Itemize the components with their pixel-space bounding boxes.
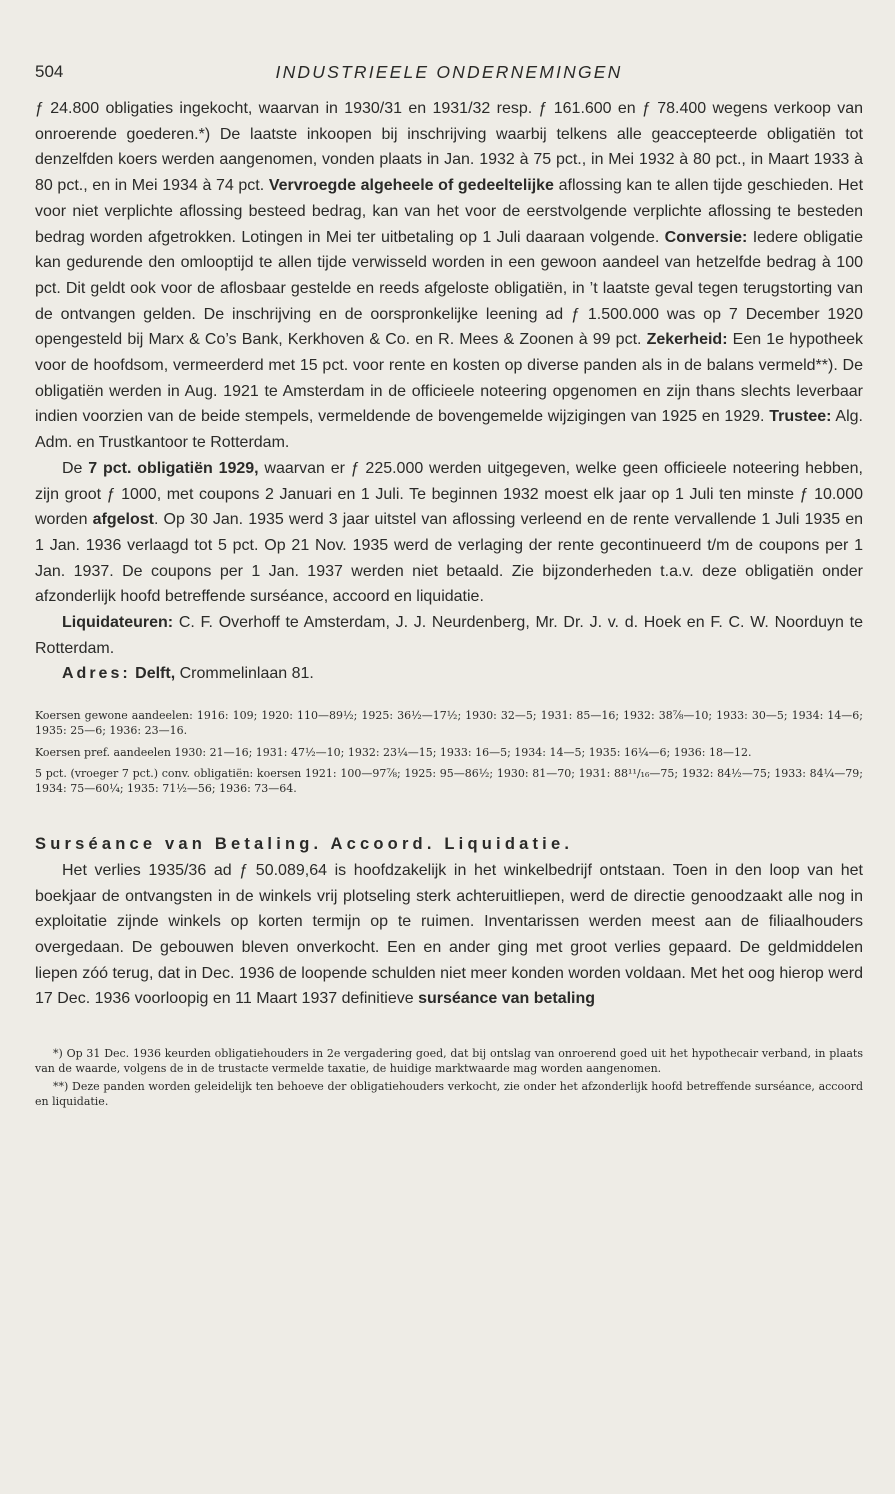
text-run: Iedere obligatie kan gedurende den omlooptijd te allen tijde verwisseld worden in een gewoon aandeel van hetzelfde bedrag à 100 pct. Dit geldt ook voor de aflosbaar gestelde en reeds afgeloste obligatiën, in ’t laatste geval tegen terugstorting van de ontvangen gelden. De inschrijving en de oorspronkelijke leening ad ƒ 1.500.000 was op 7 December 1920 opengesteld bij Marx & Co’s Bank, Kerkhoven & Co. en R. Mees & Zoonen à 99 pct.	[35, 228, 863, 349]
text-run: Alg. Adm. en Trustkantoor te Rotterdam.	[35, 408, 863, 452]
text-run: C. F. Overhoff te Amsterdam, J. J. Neurdenberg, Mr. Dr. J. v. d. Hoek en F. C. W. Noorduyn te Rotterdam.	[35, 614, 863, 657]
page-header	[35, 62, 863, 88]
footnotes	[35, 1046, 863, 1109]
text-run: waarvan er ƒ 225.000 werden uitgegeven, welke geen officieele noteering hebben, zijn groot ƒ 1000, met coupons 2 Januari en 1 Juli. Te beginnen 1932 moest elk jaar op 1 Juli ten minste ƒ 10.000 worden	[35, 459, 863, 529]
bold-term-delft: Delft,	[130, 665, 176, 683]
bold-term-conversie: Conversie:	[664, 228, 748, 246]
text-run: De	[62, 459, 89, 477]
paragraph-verlies	[35, 858, 863, 1012]
text-run: . Op 30 Jan. 1935 werd 3 jaar uitstel van aflossing verleend en de rente vervallende 1 Juli 1935 en 1 Jan. 1936 verlaagd tot 5 pct. Op 21 Nov. 1935 werd de verlaging der rente gecontinueerd t/m de coupons per 1 Jan. 1937. De coupons per 1 Jan. 1937 werden niet betaald. Zie bijzonderheden t.a.v. deze obligatiën onder afzonderlijk hoofd betreffende surséance, accoord en liquidatie.	[35, 511, 863, 606]
section-surseance	[35, 832, 863, 1012]
main-text	[35, 96, 863, 687]
running-title: INDUSTRIEELE ONDERNEMINGEN	[275, 62, 623, 82]
text-run: aflossing kan te allen tijde geschieden. Het voor niet verplichte aflossing besteed bedrag, kan van het voor de eerstvolgende verplichte aflossing te besteden bedrag worden afgetrokken. Lotingen in Mei ter uitbetaling op 1 Juli daaraan volgende.	[35, 177, 864, 246]
section-title: Surséance van Betaling. Accoord. Liquidatie.	[35, 835, 574, 854]
bold-term-afgelost: afgelost	[92, 511, 154, 529]
text-run: Het verlies 1935/36 ad ƒ 50.089,64 is hoofdzakelijk in het winkelbedrijf ontstaan. Toen in den loop van het boekjaar de ontvangsten in de winkels vrij plotseling sterk achteruitliepen, werd de directie genoodzaakt alle nog in exploitatie zijnde winkels op korten termijn op te ruimen. Inventarissen werden meest aan de filiaalhouders overgedaan. De gebouwen bleven onverkocht. Een en ander ging met groot verlies gepaard. De geldmiddelen liepen zóó terug, dat in Dec. 1936 de loopende schulden niet meer konden worden voldaan. Met het oog hierop werd 17 Dec. 1936 voorloopig en 11 Maart 1937 definitieve	[35, 861, 863, 1008]
paragraph-obligaties-1929	[35, 456, 863, 610]
text-run: Crommelinlaan 81.	[175, 665, 314, 683]
bold-term-trustee: Trustee:	[769, 408, 832, 426]
price-line-obligaties: 5 pct. (vroeger 7 pct.) conv. obligatiën: koersen 1921: 100—97⅞; 1925: 95—86½; 1930: 81—70; 1931: 88¹¹/₁₆—75; 1932: 84½—75; 1933: 84¼—79; 1934: 75—60¼; 1935: 71½—56; 1936: 73—64.	[35, 766, 863, 795]
price-line-gewone: Koersen gewone aandeelen: 1916: 109; 1920: 110—89½; 1925: 36½—17½; 1930: 32—5; 1931: 85—16; 1932: 38⅞—10; 1933: 30—5; 1934: 14—6; 1935: 25—6; 1936: 23—16.	[35, 709, 863, 738]
bold-term-aflossing: Vervroegde algeheele of gedeeltelijke	[268, 177, 554, 195]
bold-term-obligaties-1929: 7 pct. obligatiën 1929,	[88, 459, 259, 477]
bold-term-liquidateuren: Liquidateuren:	[62, 614, 174, 632]
footnote-2: **) Deze panden worden geleidelijk ten behoeve der obligatiehouders verkocht, zie onder het afzonderlijk hoofd betreffende surséance, accoord en liquidatie.	[35, 1079, 863, 1108]
price-quotations	[35, 708, 863, 796]
spaced-term-adres: Adres:	[62, 665, 131, 683]
price-line-pref: Koersen pref. aandeelen 1930: 21—16; 1931: 47½—10; 1932: 23¼—15; 1933: 16—5; 1934: 14—5; 1935: 16¼—6; 1936: 18—12.	[35, 745, 752, 759]
paragraph-adres	[35, 661, 863, 687]
paragraph-obligaties	[35, 96, 863, 456]
footnote-1: *) Op 31 Dec. 1936 keurden obligatiehouders in 2e vergadering goed, dat bij ontslag van onroerend goed uit het hypothecair verband, in plaats van de waarde, volgens de in de trustacte vermelde taxatie, de huidige marktwaarde mag worden aangenomen.	[35, 1047, 863, 1076]
text-run: ƒ 24.800 obligaties ingekocht, waarvan in 1930/31 en 1931/32 resp. ƒ 161.600 en ƒ 78.400 wegens verkoop van onroerende goederen.*) De laatste inkoopen bij inschrijving waarbij telkens alle geaccepteerde obligatiën tot denzelfden koers werden aangenomen, vonden plaats in Jan. 1932 à 75 pct., in Mei 1932 à 80 pct., in Maart 1933 à 80 pct., en in Mei 1934 à 74 pct.	[35, 100, 863, 195]
text-run: Een 1e hypotheek voor de hoofdsom, vermeerderd met 15 pct. voor rente en kosten op diverse panden als in de balans vermeld**). De obligatiën werden in Aug. 1921 te Amsterdam in de officieele noteering opgenomen en zijn thans slechts leverbaar indien voorzien van de beide stempels, vermeldende de bovengemelde wijzigingen van 1925 en 1929.	[35, 331, 864, 426]
paragraph-liquidateuren	[35, 610, 863, 661]
bold-term-surseance: surséance van betaling	[418, 990, 596, 1008]
bold-term-zekerheid: Zekerheid:	[646, 331, 728, 349]
page-number: 504	[35, 62, 64, 81]
